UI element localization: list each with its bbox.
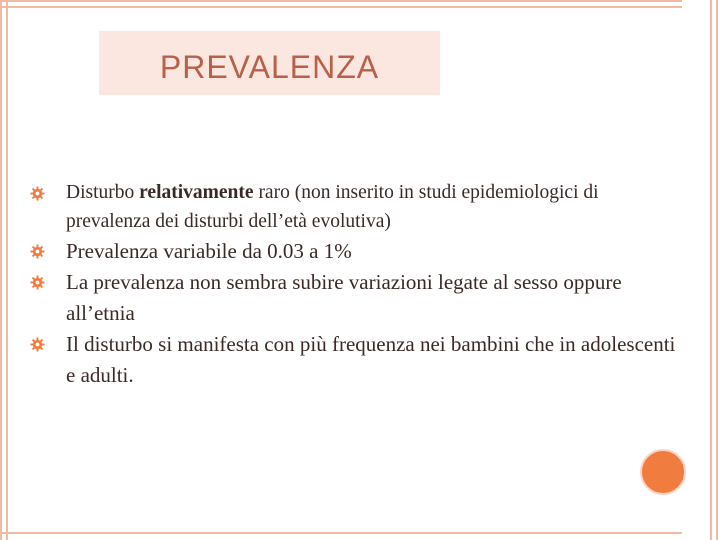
bullet-text: Disturbo bbox=[66, 182, 140, 203]
frame-line-top-inner bbox=[0, 6, 682, 8]
gear-bullet-icon bbox=[30, 337, 45, 352]
frame-line-right bbox=[710, 0, 712, 540]
bullet-text: Il disturbo si manifesta con più frequenza nei bambini che in adolescenti e adulti. bbox=[66, 332, 676, 387]
bullet-item bbox=[30, 236, 680, 267]
accent-circle bbox=[640, 449, 686, 495]
gear-bullet-icon bbox=[30, 186, 45, 201]
slide-title: PREVALENZA bbox=[159, 49, 380, 85]
bullet-list bbox=[30, 178, 680, 391]
frame-line-left-inner bbox=[6, 0, 8, 540]
bullet-text: Prevalenza variabile da 0.03 a 1% bbox=[66, 239, 352, 263]
bullet-text-bold: relativamente bbox=[139, 182, 254, 203]
gear-bullet-icon bbox=[30, 275, 45, 290]
title-box bbox=[99, 31, 440, 95]
frame-line-right-inner bbox=[716, 0, 718, 540]
bullet-text: raro (non inserito in studi epidemiologici di prevalenza dei disturbi dell’età evolutiva) bbox=[66, 182, 599, 232]
bullet-item bbox=[30, 178, 680, 236]
gear-bullet-icon bbox=[30, 244, 45, 259]
frame-line-left bbox=[0, 0, 2, 540]
bullet-item bbox=[30, 267, 680, 329]
bullet-text: La prevalenza non sembra subire variazioni legate al sesso oppure all’etnia bbox=[66, 270, 622, 325]
bullet-item bbox=[30, 329, 680, 391]
frame-line-bottom bbox=[0, 532, 682, 534]
frame-line-top bbox=[0, 0, 682, 2]
